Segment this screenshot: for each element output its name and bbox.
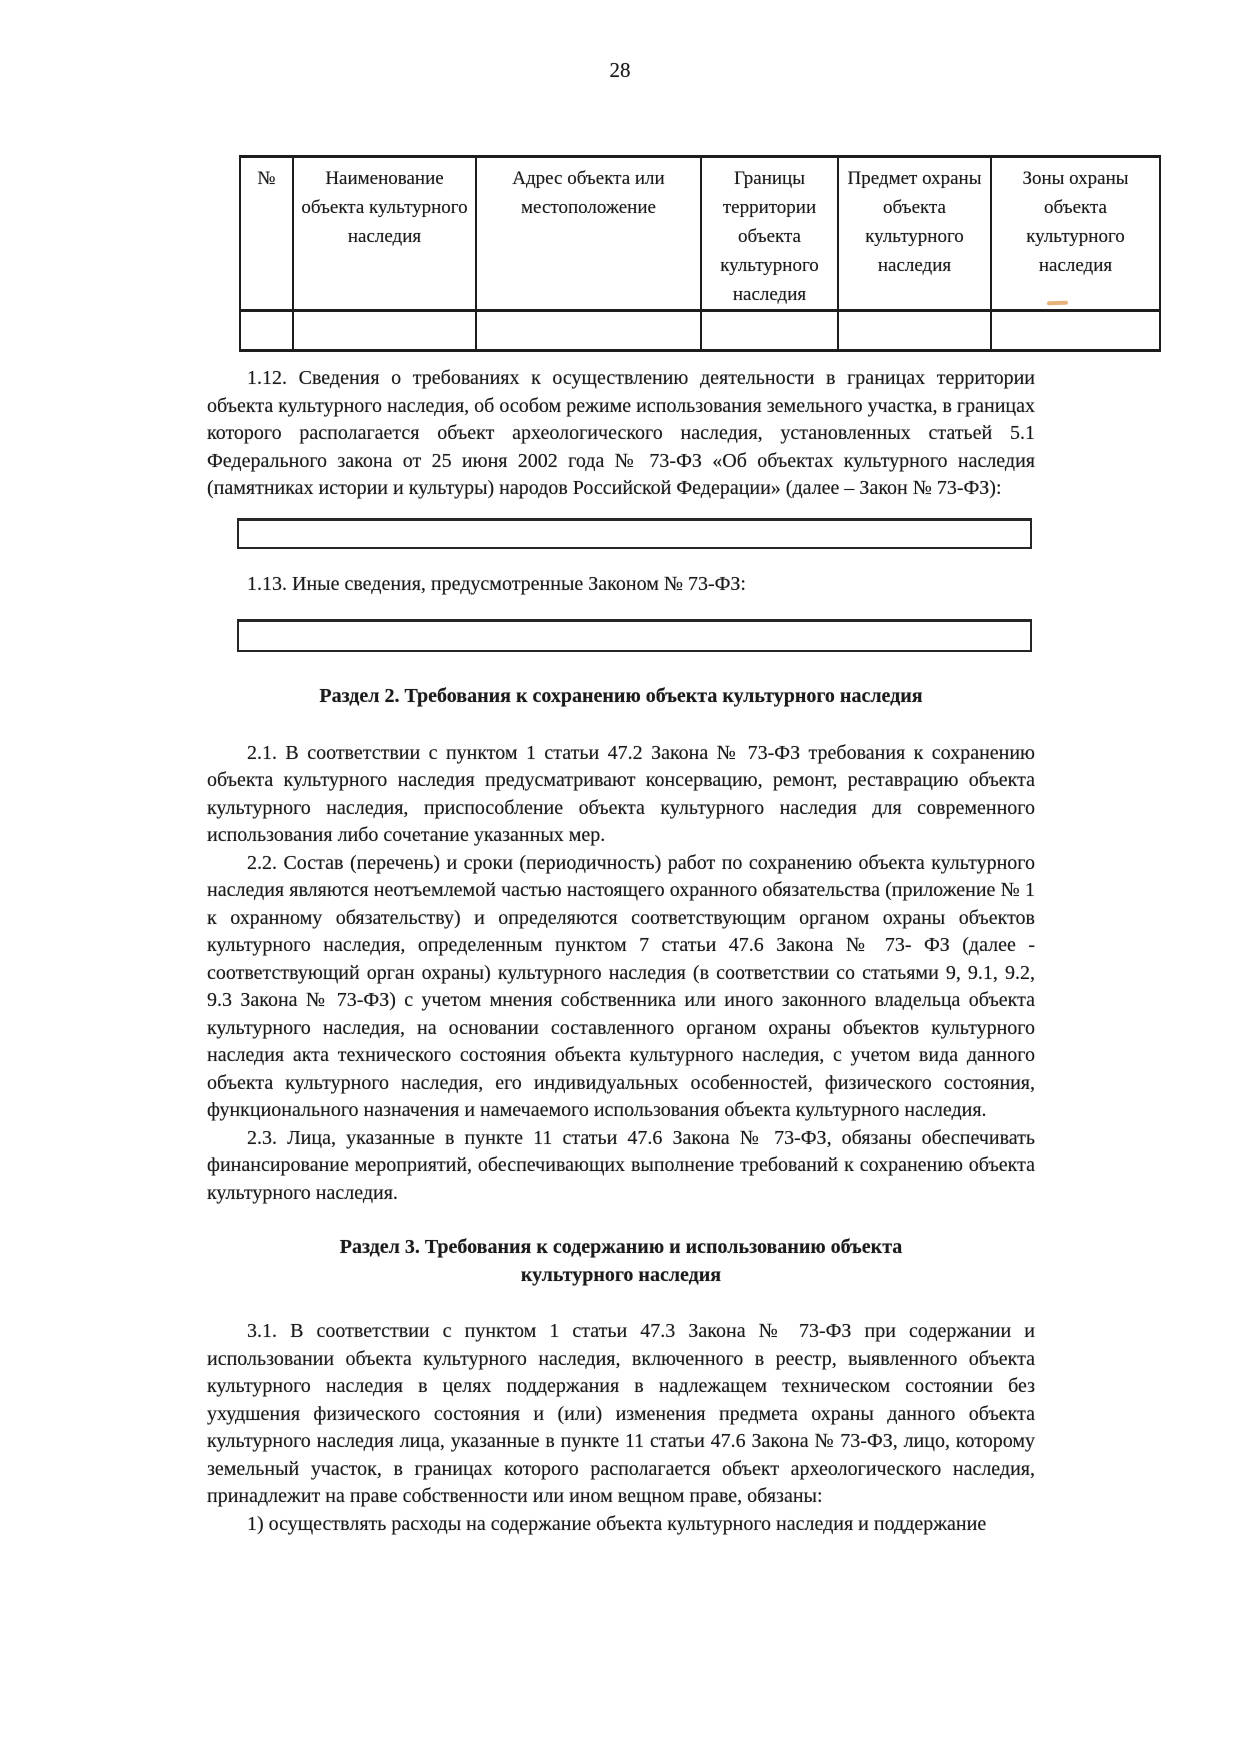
table-header-protection-zones: Зоны охраны объекта культурного наследия [991, 157, 1160, 311]
paragraph-2-1: 2.1. В соответствии с пунктом 1 статьи 47.2 Закона № 73-ФЗ требования к сохранению объекта культурного наследия предусматривают консервацию, ремонт, реставрацию объекта культурного наследия, приспособление объекта культурного наследия для современного использования либо сочетание указанных мер. [207, 741, 1035, 846]
table-header-name: Наименование объекта культурного наследия [293, 157, 476, 311]
paragraph-2-2: 2.2. Состав (перечень) и сроки (периодичность) работ по сохранению объекта культурного наследия являются неотъемлемой частью настоящего охранного обязательства (приложение № 1 к охранному обязательству) и определяются соответствующим органом охраны объектов культурного наследия, определенным пунктом 7 статьи 47.6 Закона № 73- ФЗ (далее - соответствующий орган охраны) культурного наследия (в соответствии со статьями 9, 9.1, 9.2, 9.3 Закона № 73-ФЗ) с учетом мнения собственника или иного законного владельца объекта культурного наследия, на основании составленного органом охраны объектов культурного наследия акта технического состояния объекта культурного наследия, с учетом вида данного объекта культурного наследия, его индивидуальных особенностей, физического состояния, функционального назначения и намечаемого использования объекта культурного наследия. [207, 851, 1035, 1121]
table-header-number: № [240, 157, 293, 311]
table-header-territory-borders: Границы территории объекта культурного наследия [701, 157, 838, 311]
table-cell [838, 311, 991, 351]
paragraph-2-3: 2.3. Лица, указанные в пункте 11 статьи 47.6 Закона № 73-ФЗ, обязаны обеспечивать финансирование мероприятий, обеспечивающих выполнение требований к сохранению объекта культурного наследия. [207, 1126, 1035, 1204]
table-header-address: Адрес объекта или местоположение [476, 157, 701, 311]
table-cell [476, 311, 701, 351]
paragraph-3-1: 3.1. В соответствии с пунктом 1 статьи 47.3 Закона № 73-ФЗ при содержании и использовании объекта культурного наследия, включенного в реестр, выявленного объекта культурного наследия в целях поддержания в надлежащем техническом состоянии без ухудшения физического состояния и (или) изменения предмета охраны данного объекта культурного наследия лица, указанные в пункте 11 статьи 47.6 Закона № 73-ФЗ, лицо, которому земельный участок, в границах которого располагается объект археологического наследия, принадлежит на праве собственности или ином вещном праве, обязаны: [207, 1320, 1035, 1507]
heritage-objects-table [239, 155, 1161, 352]
paragraph-1-13: 1.13. Иные сведения, предусмотренные Законом № 73-ФЗ: [247, 572, 746, 595]
body-text [207, 365, 1035, 503]
scan-artifact [1047, 301, 1068, 306]
table-cell [293, 311, 476, 351]
section-2-body [207, 740, 1035, 1208]
table-cell [240, 311, 293, 351]
page-number: 28 [609, 58, 631, 82]
section-2-heading: Раздел 2. Требования к сохранению объекта культурного наследия [319, 685, 923, 707]
paragraph-3-1-item-1: 1) осуществлять расходы на содержание объекта культурного наследия и поддержание [247, 1512, 987, 1535]
table-header-row [240, 157, 1160, 311]
table-empty-row [240, 311, 1160, 351]
body-text [207, 571, 1035, 599]
section-3-heading [207, 1234, 1035, 1289]
section-3-body [207, 1318, 1035, 1538]
field-1-13-box [237, 619, 1032, 652]
table-cell [991, 311, 1160, 351]
field-1-12-box [237, 518, 1032, 549]
table-header-protection-subject: Предмет охраны объекта культурного наследия [838, 157, 991, 311]
table-cell [701, 311, 838, 351]
paragraph-1-12: 1.12. Сведения о требованиях к осуществлению деятельности в границах территории объекта культурного наследия, об особом режиме использования земельного участка, в границах которого располагается объект археологического наследия, установленных статьей 5.1 Федерального закона от 25 июня 2002 года № 73-ФЗ «Об объектах культурного наследия (памятниках истории и культуры) народов Российской Федерации» (далее – Закон № 73-ФЗ): [207, 367, 1035, 499]
section-3-heading-text: Раздел 3. Требования к содержанию и использованию объекта культурного наследия [339, 1236, 903, 1286]
